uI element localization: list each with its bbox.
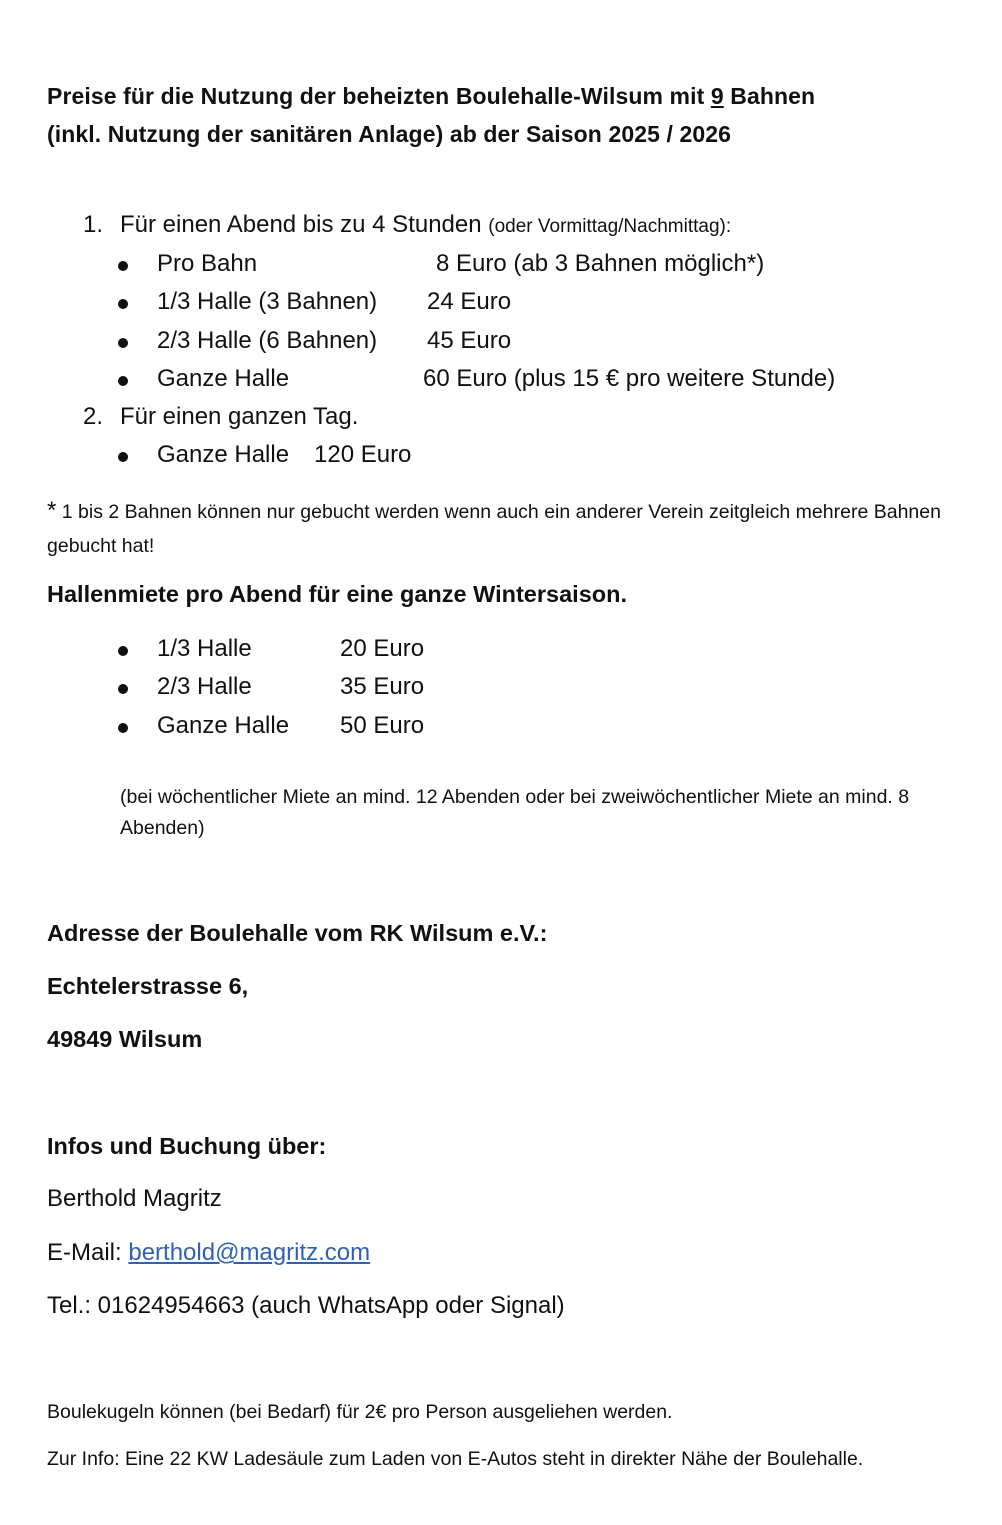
bullet-dot	[118, 723, 128, 733]
bullet-label: Ganze Halle	[157, 365, 290, 392]
list-item-2-text: Für einen ganzen Tag.	[120, 403, 359, 430]
list-item-1-number: 1.	[83, 211, 104, 238]
winter-bullet-label: Ganze Halle	[157, 712, 290, 739]
bullet-dot	[118, 376, 128, 386]
contact-phone: Tel.: 01624954663 (auch WhatsApp oder Signal)	[47, 1292, 565, 1319]
bullet-dot	[118, 261, 128, 271]
title-lane-count: 9	[710, 83, 724, 109]
bullet-label: 2/3 Halle (6 Bahnen)	[157, 327, 378, 354]
footnote-text: 1 bis 2 Bahnen können nur gebucht werden wenn auch ein anderer Verein zeitgleich mehrere Bahnen gebucht hat!	[47, 501, 941, 557]
list-item-2-number: 2.	[83, 403, 104, 430]
email-label: E-Mail:	[47, 1239, 129, 1266]
bullet-dot	[118, 684, 128, 694]
winter-note: (bei wöchentlicher Miete an mind. 12 Abenden oder bei zweiwöchentlicher Miete an mind. 8 Abenden)	[120, 786, 910, 839]
bullet-price: 120 Euro	[314, 441, 412, 468]
address-city: 49849 Wilsum	[47, 1026, 203, 1052]
bullet-label: 1/3 Halle (3 Bahnen)	[157, 288, 378, 315]
address-heading: Adresse der Boulehalle vom RK Wilsum e.V.:	[47, 920, 548, 946]
winter-bullet-price: 50 Euro	[340, 712, 425, 739]
bullet-dot	[118, 452, 128, 462]
title-line-1	[47, 83, 815, 110]
winter-bullet-label: 1/3 Halle	[157, 635, 252, 662]
bullet-dot	[118, 646, 128, 656]
bullet-price: 60 Euro (plus 15 € pro weitere Stunde)	[423, 365, 836, 392]
contact-name: Berthold Magritz	[47, 1185, 222, 1212]
footer-charging: Zur Info: Eine 22 KW Ladesäule zum Laden von E-Autos steht in direkter Nähe der Boulehalle.	[47, 1448, 864, 1470]
list-item-1-main: Für einen Abend bis zu 4 Stunden	[120, 211, 482, 238]
title-prefix: Preise für die Nutzung der beheizten Boulehalle-Wilsum mit	[47, 83, 711, 109]
list-item-1-text	[120, 211, 731, 239]
contact-email-line	[47, 1239, 370, 1267]
title-suffix: Bahnen	[723, 83, 816, 109]
footer-balls: Boulekugeln können (bei Bedarf) für 2€ pro Person ausgeliehen werden.	[47, 1401, 673, 1423]
address-street: Echtelerstrasse 6,	[47, 973, 249, 999]
footnote-star: *	[47, 497, 57, 524]
footnote	[47, 494, 947, 563]
bullet-price: 8 Euro (ab 3 Bahnen möglich*)	[436, 250, 765, 277]
winter-bullet-price: 35 Euro	[340, 673, 425, 700]
list-item-1-small: (oder Vormittag/Nachmittag)	[488, 216, 726, 237]
bullet-dot	[118, 299, 128, 309]
winter-bullet-label: 2/3 Halle	[157, 673, 252, 700]
bullet-label: Ganze Halle	[157, 441, 290, 468]
bullet-label: Pro Bahn	[157, 250, 258, 277]
winter-bullet-price: 20 Euro	[340, 635, 425, 662]
winter-heading: Hallenmiete pro Abend für eine ganze Wintersaison.	[47, 581, 627, 607]
contact-heading: Infos und Buchung über:	[47, 1133, 327, 1159]
list-item-1-colon: :	[725, 216, 732, 237]
bullet-dot	[118, 338, 128, 348]
bullet-price: 24 Euro	[427, 288, 512, 315]
bullet-price: 45 Euro	[427, 327, 512, 354]
email-link[interactable]: berthold@magritz.com	[128, 1239, 371, 1266]
title-line-2: (inkl. Nutzung der sanitären Anlage) ab der Saison 2025 / 2026	[47, 121, 732, 147]
